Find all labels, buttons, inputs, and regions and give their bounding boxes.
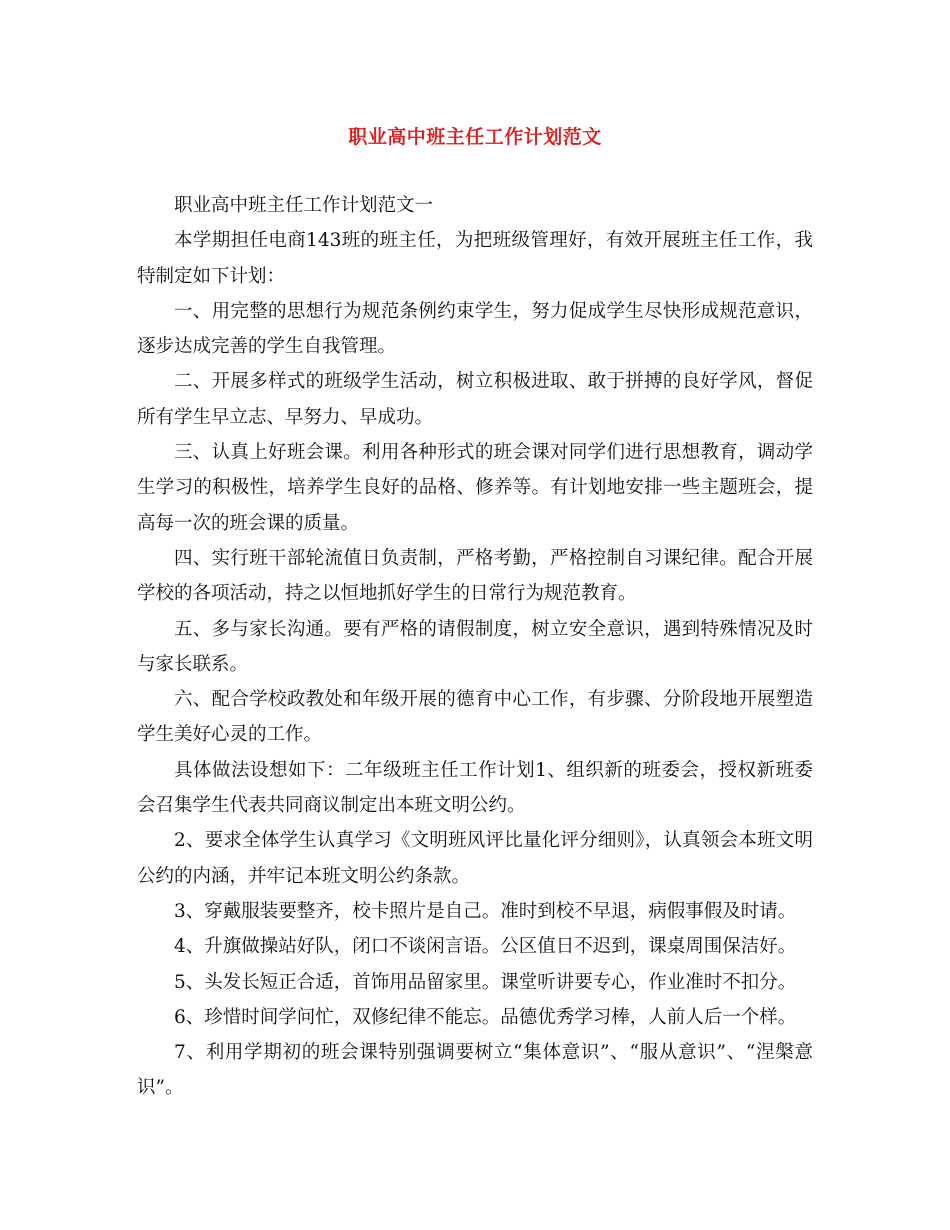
- paragraph-step-7: 7、利用学期初的班会课特别强调要树立“集体意识”、“服从意识”、“涅槃意识”。: [137, 1042, 813, 1099]
- paragraph-step-4: 4、升旗做操站好队，闭口不谈闲言语。公区值日不迟到，课桌周围保洁好。: [174, 936, 797, 958]
- paragraph-intro: 本学期担任电商143班的班主任，为把班级管理好，有效开展班主任工作，我特制定如下计划：: [137, 230, 813, 287]
- document-title: 职业高中班主任工作计划范文: [348, 126, 602, 148]
- paragraph-step-6: 6、珍惜时间学问忙，双修纪律不能忘。品德优秀学习棒，人前人后一个样。: [174, 1006, 797, 1028]
- paragraph-item-1: 一、用完整的思想行为规范条例约束学生，努力促成学生尽快形成规范意识，逐步达成完善的学生自我管理。: [137, 300, 813, 358]
- paragraph-step-2: 2、要求全体学生认真学习《文明班风评比量化评分细则》，认真领会本班文明公约的内涵，并牢记本班文明公约条款。: [137, 830, 813, 887]
- paragraph-item-4: 四、实行班干部轮流值日负责制，严格考勤，严格控制自习课纪律。配合开展学校的各项活动，持之以恒地抓好学生的日常行为规范教育。: [137, 547, 813, 605]
- document-body: [137, 188, 813, 1106]
- paragraph-item-2: 二、开展多样式的班级学生活动，树立积极进取、敢于拼搏的良好学风，督促所有学生早立志、早努力、早成功。: [137, 371, 813, 428]
- paragraph-item-6: 六、配合学校政教处和年级开展的德育中心工作，有步骤、分阶段地开展塑造学生美好心灵的工作。: [137, 689, 813, 746]
- paragraph-plan-intro: 具体做法设想如下：二年级班主任工作计划1、组织新的班委会，授权新班委会召集学生代表共同商议制定出本班文明公约。: [137, 759, 813, 817]
- paragraph-subtitle: 职业高中班主任工作计划范文一: [174, 195, 434, 216]
- paragraph-step-3: 3、穿戴服装要整齐，校卡照片是自己。准时到校不早退，病假事假及时请。: [174, 900, 797, 922]
- paragraph-item-5: 五、多与家长沟通。要有严格的请假制度，树立安全意识，遇到特殊情况及时与家长联系。: [137, 618, 813, 675]
- paragraph-item-3: 三、认真上好班会课。利用各种形式的班会课对同学们进行思想教育，调动学生学习的积极性，培养学生良好的品格、修养等。有计划地安排一些主题班会，提高每一次的班会课的质量。: [137, 442, 813, 534]
- paragraph-step-5: 5、头发长短正合适，首饰用品留家里。课堂听讲要专心，作业准时不扣分。: [174, 971, 797, 993]
